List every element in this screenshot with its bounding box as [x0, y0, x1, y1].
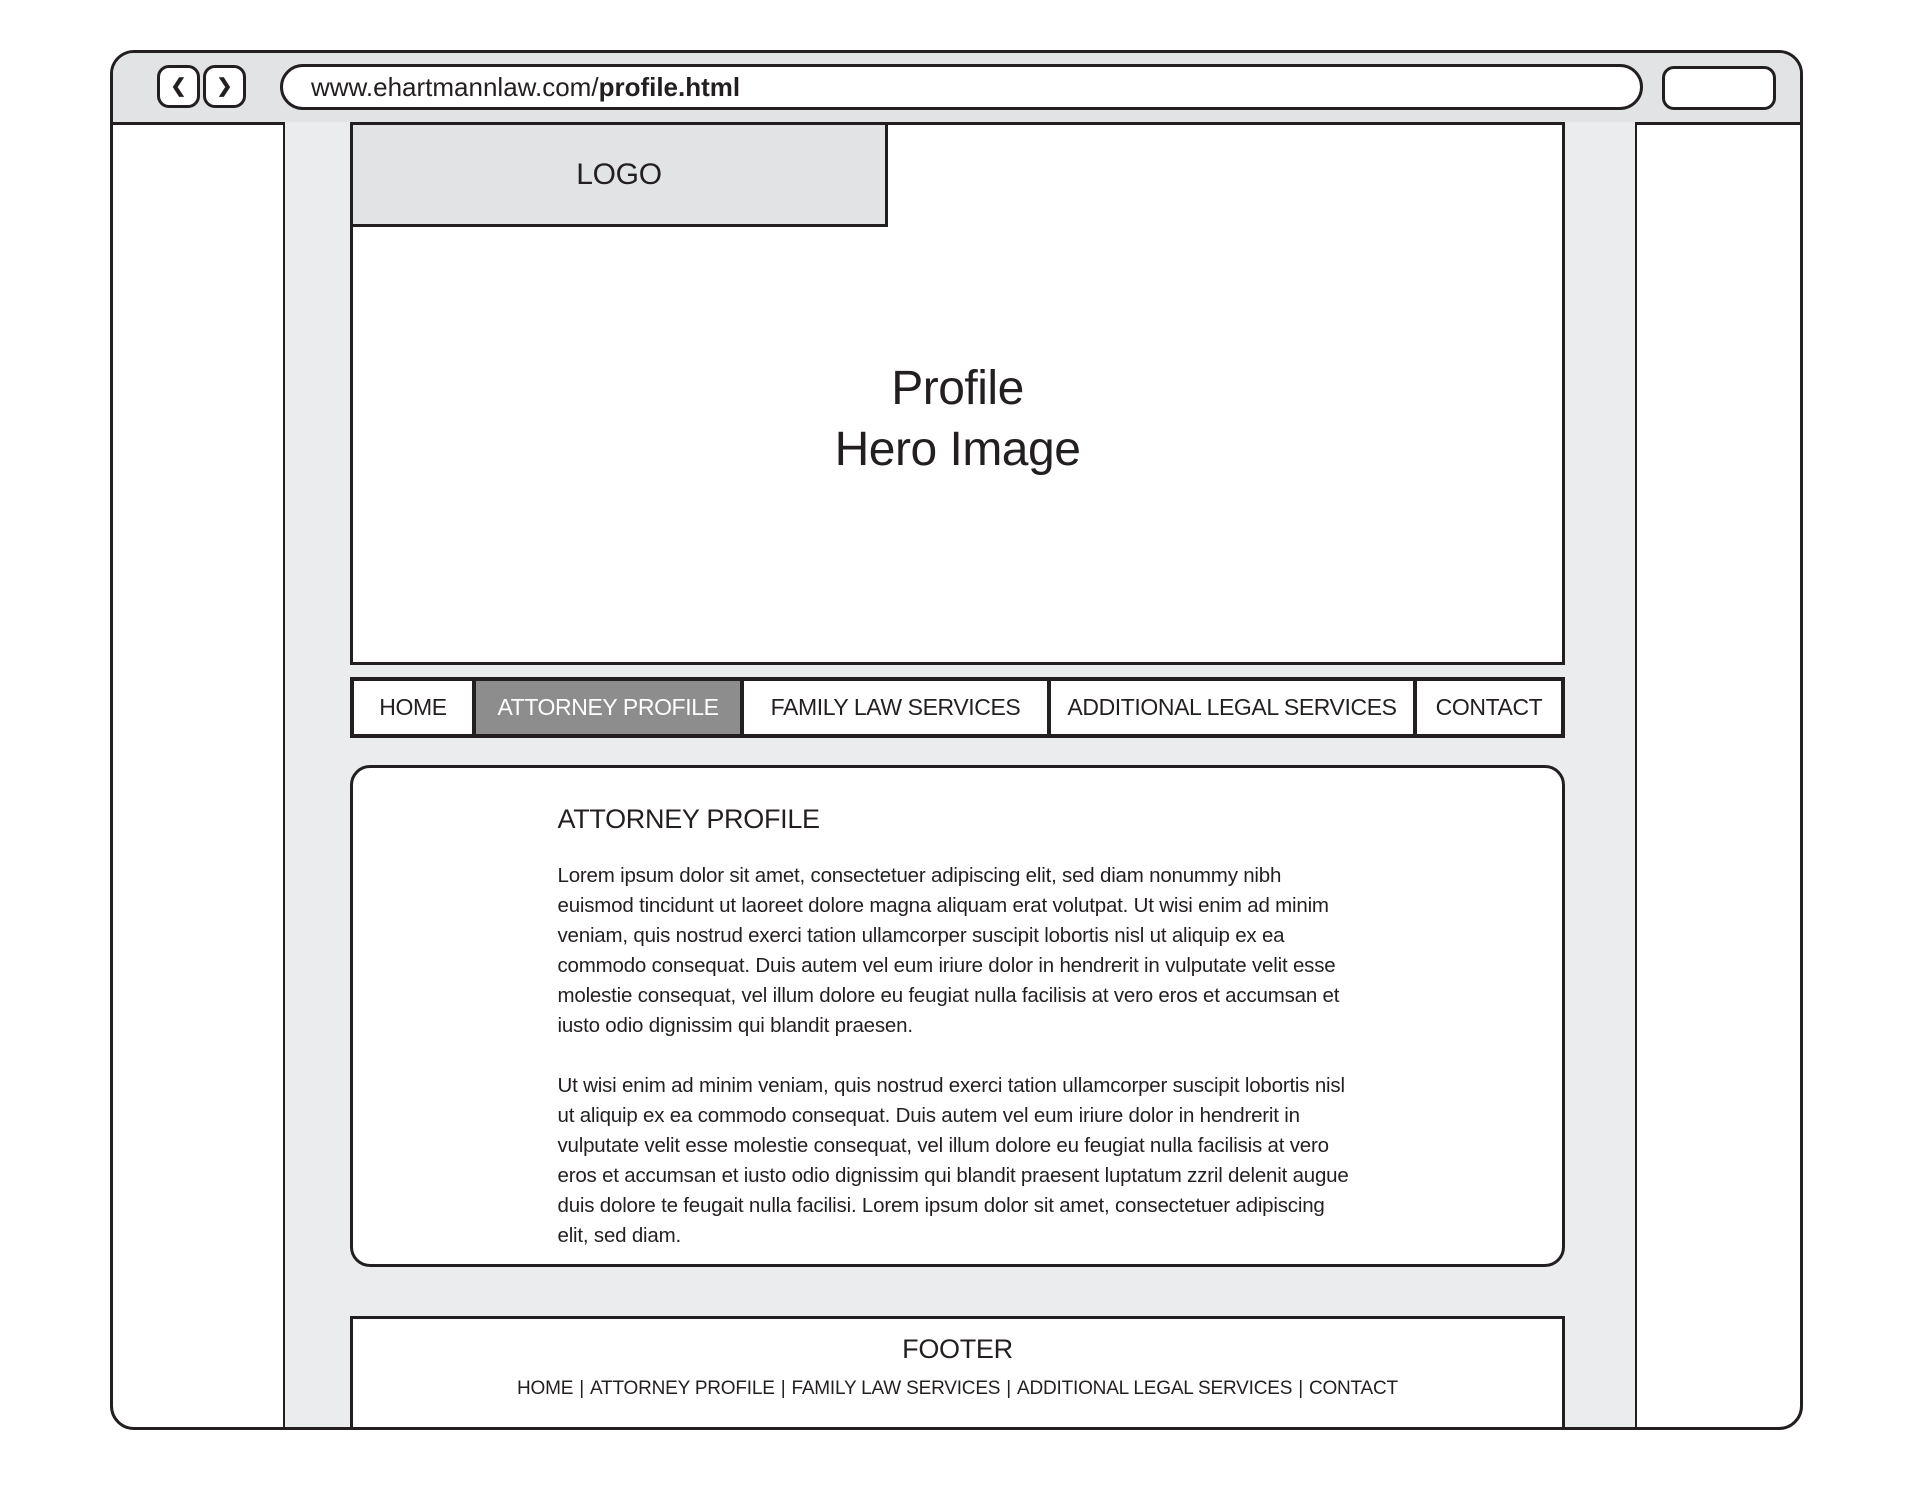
address-bar[interactable] — [280, 64, 1643, 110]
nav-item-attorney-profile[interactable] — [476, 681, 740, 734]
nav-item-label: ADDITIONAL LEGAL SERVICES — [1067, 694, 1397, 720]
url-page: profile.html — [598, 71, 741, 102]
footer — [350, 1316, 1565, 1430]
browser-secondary-field[interactable] — [1662, 66, 1776, 110]
browser-toolbar — [113, 53, 1800, 125]
attorney-profile-content — [558, 804, 1358, 1251]
footer-link-separator: | — [780, 1378, 786, 1399]
forward-button[interactable] — [203, 65, 246, 108]
footer-link-contact[interactable]: CONTACT — [1308, 1378, 1398, 1399]
nav-item-home[interactable] — [354, 681, 472, 734]
footer-heading: FOOTER — [902, 1334, 1013, 1364]
main-navigation — [350, 677, 1565, 738]
nav-item-label: CONTACT — [1435, 694, 1543, 720]
nav-item-label: HOME — [379, 694, 447, 720]
nav-item-family-law-services[interactable] — [744, 681, 1047, 734]
back-icon: ❮ — [170, 76, 187, 97]
footer-links — [353, 1378, 1562, 1400]
footer-link-attorney-profile[interactable]: ATTORNEY PROFILE — [589, 1378, 775, 1399]
hero-caption-line1: Profile — [891, 361, 1024, 415]
footer-link-separator: | — [1006, 1378, 1012, 1399]
footer-link-separator: | — [1298, 1378, 1303, 1399]
hero-caption-line2: Hero Image — [834, 422, 1081, 476]
footer-link-family-law-services[interactable]: FAMILY LAW SERVICES — [791, 1378, 1001, 1399]
url-prefix: www.ehartmannlaw.com/ — [311, 71, 599, 102]
browser-window — [110, 50, 1803, 1430]
footer-link-separator: | — [579, 1378, 584, 1399]
logo-label: LOGO — [576, 157, 662, 191]
attorney-profile-section — [350, 765, 1565, 1267]
nav-item-contact[interactable] — [1417, 681, 1561, 734]
nav-item-additional-legal-services[interactable] — [1051, 681, 1413, 734]
section-heading: ATTORNEY PROFILE — [557, 804, 820, 834]
body-paragraph: Lorem ipsum dolor sit amet, consectetuer adipiscing elit, sed diam nonummy nibh euismod tincidunt ut laoreet dolore magna aliquam erat volutpat. Ut wisi enim ad minim veniam, quis nostrud exerci tation ullamcorper suscipit lobortis nisl ut aliquip ex ea commodo consequat. Duis autem vel eum iriure dolor in hendrerit in vulputate velit esse molestie consequat, vel illum dolore eu feugiat nulla facilisis at vero eros et accumsan et iusto odio dignissim qui blandit praesen. — [557, 864, 1340, 1037]
forward-icon: ❯ — [216, 76, 233, 97]
footer-link-additional-legal-services[interactable]: ADDITIONAL LEGAL SERVICES — [1017, 1378, 1293, 1399]
logo[interactable] — [350, 122, 888, 227]
hero-caption — [835, 358, 1081, 480]
nav-item-label: ATTORNEY PROFILE — [497, 694, 719, 720]
body-paragraph: Ut wisi enim ad minim veniam, quis nostrud exerci tation ullamcorper suscipit lobortis nisl ut aliquip ex ea commodo consequat. Duis autem vel eum iriure dolor in hendrerit in vulputate velit esse molestie consequat, vel illum dolore eu feugiat nulla facilisis at vero eros et accumsan et iusto odio dignissim qui blandit praesent luptatum zzril delenit augue duis dolore te feugait nulla facilisi. Lorem ipsum dolor sit amet, consectetuer adipiscing elit, sed diam. — [557, 1074, 1349, 1247]
back-button[interactable] — [157, 65, 200, 108]
footer-link-home[interactable]: HOME — [517, 1378, 574, 1399]
nav-item-label: FAMILY LAW SERVICES — [770, 694, 1021, 720]
